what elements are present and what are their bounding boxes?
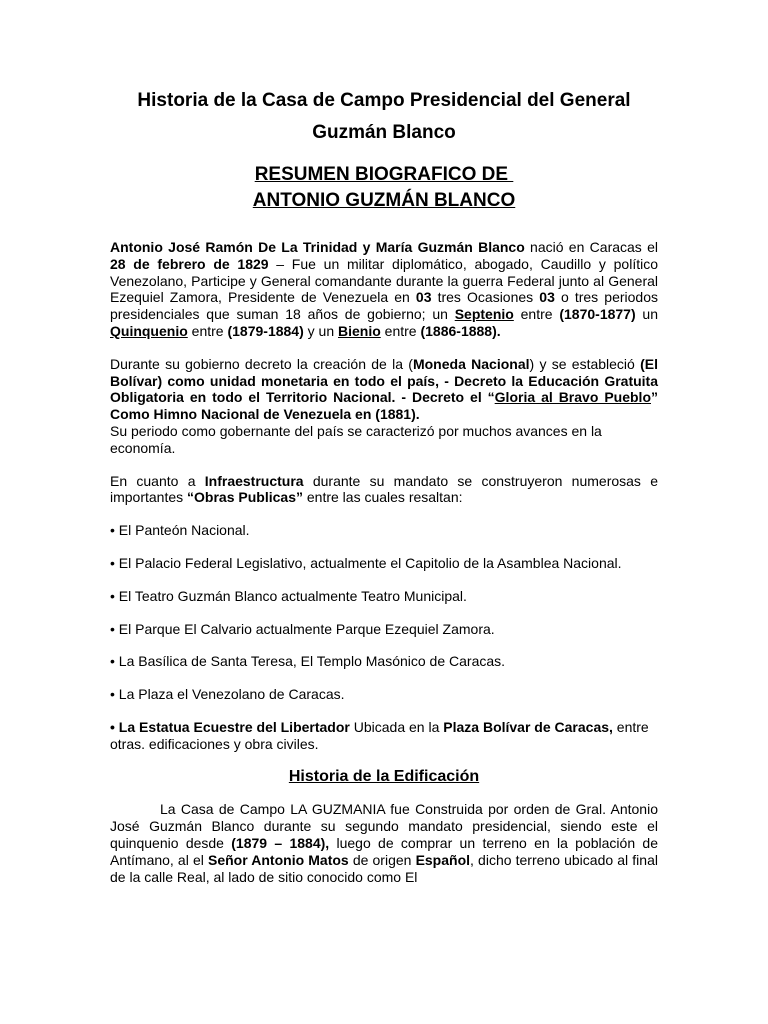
text-run: La Casa de Campo LA GUZMANIA fue Construida por orden de Gral. Antonio José Guzmán Blanco durante su segundo mandato presidencial, siendo este el quinquenio desde — [110, 801, 658, 851]
septenio-years: (1870-1877) — [559, 306, 636, 323]
text-run: o tres periodos presidenciales que suman 18 años de gobierno; un — [110, 289, 658, 323]
list-item: • La Plaza el Venezolano de Caracas. — [110, 686, 345, 703]
list-item — [110, 719, 658, 753]
list-item: • El Parque El Calvario actualmente Parque Ezequiel Zamora. — [110, 620, 495, 637]
list-item: • El Panteón Nacional. — [110, 522, 250, 539]
decree-text: ” Como Himno Nacional de Venezuela en (1881). — [110, 389, 658, 423]
document-body — [110, 239, 658, 885]
obras-publicas-term: “Obras Publicas” — [187, 489, 303, 506]
text-run: ) y se estableció — [529, 355, 641, 372]
seller-name: Señor Antonio Matos — [207, 851, 349, 868]
text-run: un — [635, 306, 658, 323]
quinquenio-term: Quinquenio — [110, 322, 188, 339]
title-line-2: Guzmán Blanco — [312, 122, 456, 143]
economy-paragraph: Su periodo como gobernante del país se caracterizó por muchos avances en la economía. — [110, 422, 602, 456]
moneda-nacional: Moneda Nacional — [412, 355, 530, 372]
text-run: entre — [513, 306, 560, 323]
text-run: Durante su gobierno decreto la creación de la ( — [110, 355, 413, 372]
text-run: entre otras. edificaciones y obra civiles. — [110, 718, 649, 752]
text-run: En cuanto a — [110, 472, 205, 489]
text-run: entre las cuales resaltan: — [302, 489, 463, 506]
government-paragraph — [110, 356, 658, 423]
building-history-paragraph — [110, 801, 658, 885]
text-run: , dicho terreno ubicado al final de la calle Real, al lado de sitio conocido como El — [110, 851, 658, 885]
text-run: nació en Caracas el — [524, 239, 658, 255]
biography-paragraph — [110, 239, 658, 340]
term-count: 03 — [415, 289, 432, 306]
full-name: Antonio José Ramón De La Trinidad y María Guzmán Blanco — [110, 239, 525, 255]
title-line-1: Historia de la Casa de Campo Presidencial del General — [137, 90, 631, 111]
list-item: • El Palacio Federal Legislativo, actualmente el Capitolio de la Asamblea Nacional. — [110, 554, 622, 571]
list-item: • La Basílica de Santa Teresa, El Templo Masónico de Caracas. — [110, 653, 506, 670]
term-count: 03 — [539, 289, 555, 306]
biography-heading — [0, 162, 768, 214]
infrastructure-paragraph — [110, 473, 658, 507]
biography-heading-line-2: ANTONIO GUZMÁN BLANCO — [252, 190, 516, 211]
text-run: y un — [303, 322, 338, 339]
statue-name: • La Estatua Ecuestre del Libertador — [110, 718, 350, 735]
text-run: – Fue un militar diplomático, abogado, Caudillo y político Venezolano, Participe y General comandante durante la guerra Federal junto al General Ezequiel Zamora, Presidente de Venezuela en — [110, 255, 658, 306]
origin-term: Español — [415, 851, 471, 868]
section-heading: Historia de la Edificación — [288, 767, 480, 785]
text-run: Ubicada en la — [349, 718, 444, 735]
text-run: tres Ocasiones — [431, 289, 540, 306]
text-run: luego de comprar un terreno en la población de Antímano, al el — [110, 834, 658, 868]
public-works-list — [110, 522, 658, 752]
text-run: de origen — [348, 851, 416, 868]
document-title — [0, 85, 768, 149]
text-run: entre — [380, 322, 421, 339]
infraestructura-term: Infraestructura — [204, 472, 304, 489]
biography-heading-line-1: RESUMEN BIOGRAFICO DE — [254, 164, 514, 185]
text-run: entre — [187, 322, 228, 339]
quinquenio-years: (1879 – 1884), — [231, 834, 330, 851]
plaza-name: Plaza Bolívar de Caracas, — [443, 718, 613, 735]
text-run: durante su mandato se construyeron numerosas e importantes — [110, 472, 658, 506]
anthem-name: Gloria al Bravo Pueblo — [494, 389, 651, 406]
list-item: • El Teatro Guzmán Blanco actualmente Teatro Municipal. — [110, 587, 467, 604]
birth-date: 28 de febrero de 1829 — [110, 255, 269, 272]
decree-text: (El Bolívar) como unidad monetaria en todo el país, - Decreto la Educación Gratuita Obligatoria en todo el Territorio Nacional. - Decreto el “ — [110, 355, 658, 406]
quinquenio-years: (1879-1884) — [227, 322, 304, 339]
septenio-term: Septenio — [454, 306, 514, 323]
bienio-years: (1886-1888). — [420, 322, 501, 339]
bienio-term: Bienio — [338, 322, 381, 339]
